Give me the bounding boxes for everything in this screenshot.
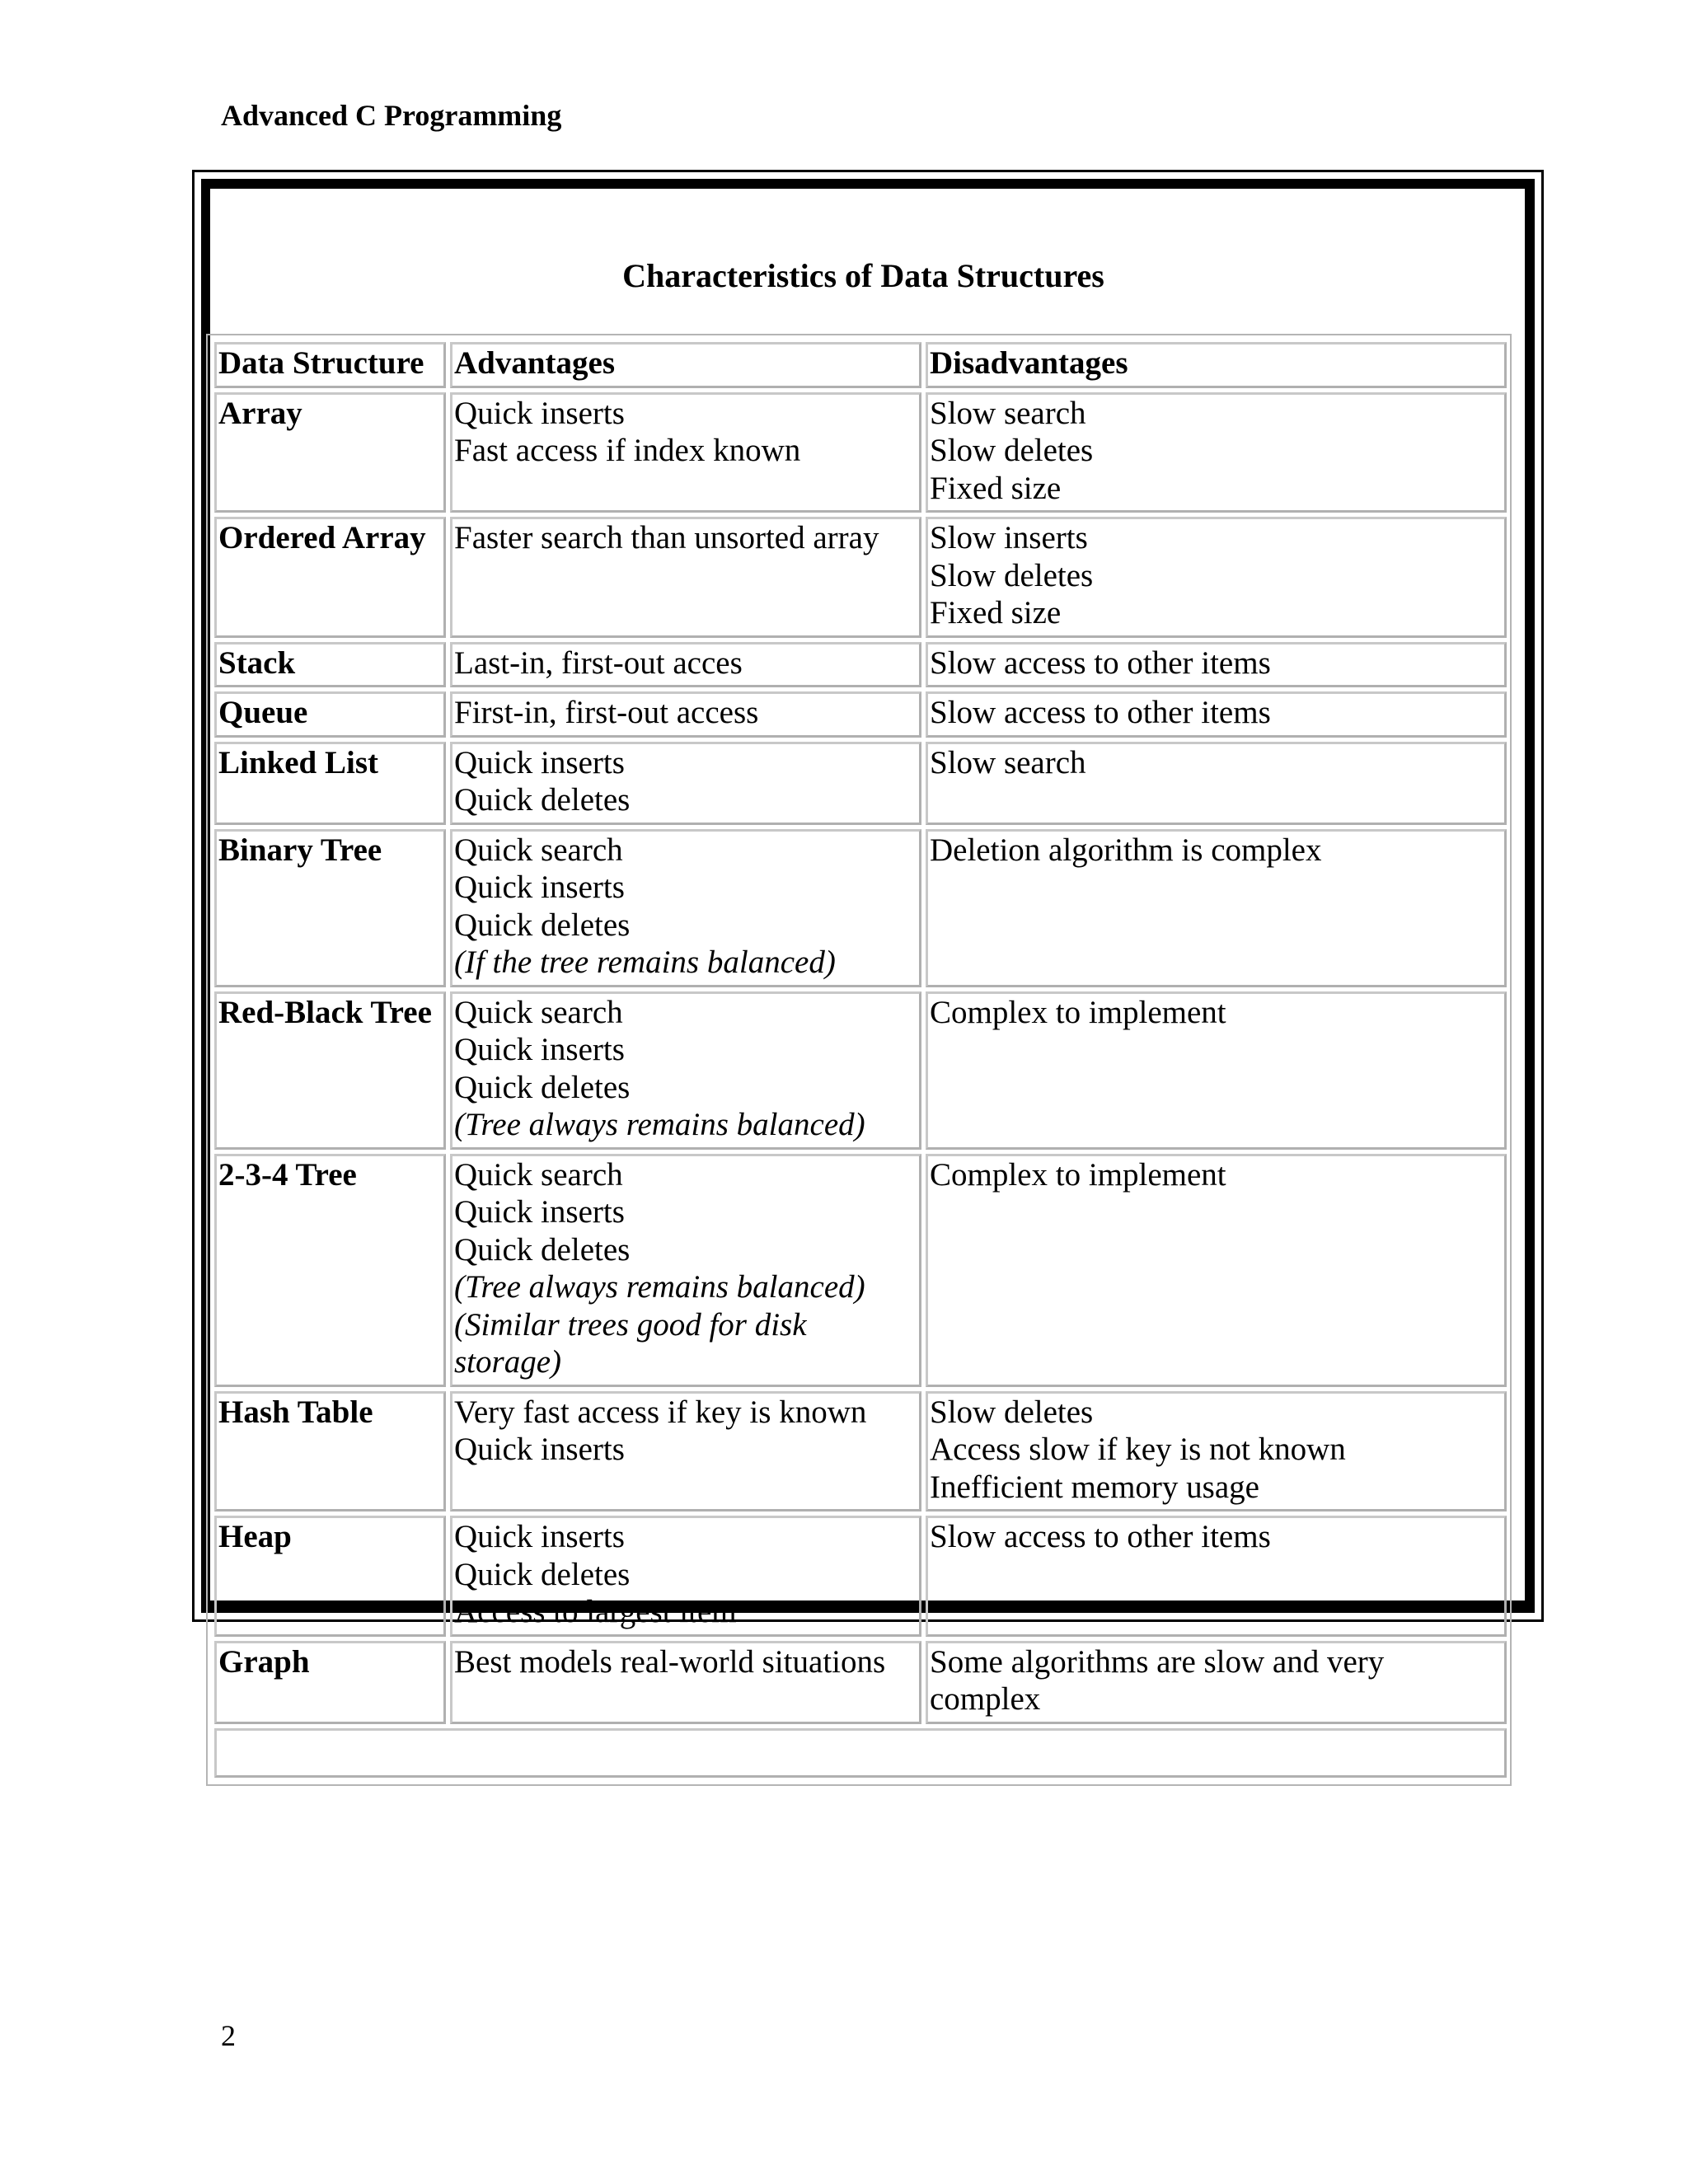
disadvantage-item: Slow deletes xyxy=(930,433,1094,468)
advantage-item: Faster search than unsorted array xyxy=(454,520,879,555)
advantage-item: Last-in, first-out acces xyxy=(454,644,743,681)
disadvantage-item: Access slow if key is not known xyxy=(930,1432,1346,1467)
disadvantages-cell xyxy=(926,742,1507,825)
table-row xyxy=(214,1641,1507,1724)
structure-name-cell: Queue xyxy=(214,691,446,738)
advantages-cell xyxy=(450,829,921,987)
structure-name-cell: Graph xyxy=(214,1641,446,1724)
structure-name-cell: Array xyxy=(214,392,446,513)
table-row xyxy=(214,1391,1507,1512)
advantage-item: Quick search xyxy=(454,1156,623,1193)
advantage-item: Quick inserts xyxy=(454,1032,625,1067)
table-row xyxy=(214,642,1507,688)
table-body xyxy=(214,342,1507,1778)
structure-name-cell: Binary Tree xyxy=(214,829,446,987)
disadvantage-item: Complex to implement xyxy=(930,1156,1226,1193)
table-row xyxy=(214,392,1507,513)
disadvantage-item: Slow access to other items xyxy=(930,695,1271,730)
disadvantage-item: Deletion algorithm is complex xyxy=(930,832,1322,868)
table-row xyxy=(214,1154,1507,1387)
disadvantage-item: Slow access to other items xyxy=(930,644,1271,681)
advantage-note: (Similar trees good for disk storage) xyxy=(454,1306,807,1380)
disadvantage-item: Fixed size xyxy=(930,595,1062,630)
table-row xyxy=(214,1516,1507,1637)
structure-name-cell: Hash Table xyxy=(214,1391,446,1512)
advantage-item: Quick inserts xyxy=(454,1194,625,1230)
advantages-cell xyxy=(450,991,921,1150)
advantage-item: Quick deletes xyxy=(454,782,631,818)
advantage-item: Best models real-world situations xyxy=(454,1643,886,1680)
data-structures-table-wrapper xyxy=(206,334,1512,1786)
column-header-disadvantages: Disadvantages xyxy=(926,342,1507,388)
disadvantages-cell xyxy=(926,991,1507,1150)
disadvantage-item: Slow access to other items xyxy=(930,1519,1271,1554)
disadvantage-item: Slow inserts xyxy=(930,520,1088,555)
empty-cell xyxy=(214,1728,1507,1778)
disadvantage-item: Slow search xyxy=(930,395,1086,431)
disadvantage-item: Fixed size xyxy=(930,470,1062,506)
advantages-cell xyxy=(450,691,921,738)
disadvantages-cell xyxy=(926,642,1507,688)
structure-name-cell: Stack xyxy=(214,642,446,688)
table-row xyxy=(214,517,1507,638)
disadvantages-cell xyxy=(926,1516,1507,1637)
advantages-cell xyxy=(450,1516,921,1637)
running-header: Advanced C Programming xyxy=(221,99,562,132)
disadvantage-item: Inefficient memory usage xyxy=(930,1469,1259,1505)
advantage-item: First-in, first-out access xyxy=(454,695,759,730)
advantage-item: Quick inserts xyxy=(454,395,625,431)
column-header-advantages: Advantages xyxy=(450,342,921,388)
table-row xyxy=(214,829,1507,987)
advantage-note: (Tree always remains balanced) xyxy=(454,1269,865,1305)
advantages-cell xyxy=(450,1391,921,1512)
advantage-item: Quick inserts xyxy=(454,1519,625,1554)
disadvantages-cell xyxy=(926,1154,1507,1387)
disadvantages-cell xyxy=(926,517,1507,638)
advantage-item: Quick deletes xyxy=(454,1556,631,1592)
structure-name-cell: 2-3-4 Tree xyxy=(214,1154,446,1387)
advantages-cell xyxy=(450,517,921,638)
advantages-cell xyxy=(450,1154,921,1387)
advantage-item: Access to largest item xyxy=(454,1594,737,1629)
advantage-item: Fast access if index known xyxy=(454,433,801,468)
advantage-item: Quick deletes xyxy=(454,1069,631,1105)
advantage-item: Very fast access if key is known xyxy=(454,1394,867,1430)
advantages-cell xyxy=(450,392,921,513)
advantage-item: Quick deletes xyxy=(454,907,631,943)
structure-name-cell: Linked List xyxy=(214,742,446,825)
disadvantage-item: Slow deletes xyxy=(930,557,1094,593)
advantage-note: (If the tree remains balanced) xyxy=(454,944,836,980)
table-header-row xyxy=(214,342,1507,388)
disadvantages-cell xyxy=(926,829,1507,987)
advantage-item: Quick search xyxy=(454,994,623,1030)
disadvantages-cell xyxy=(926,392,1507,513)
advantages-cell xyxy=(450,1641,921,1724)
disadvantage-item: Complex to implement xyxy=(930,994,1226,1030)
structure-name-cell: Red-Black Tree xyxy=(214,991,446,1150)
disadvantage-item: Slow search xyxy=(930,744,1086,780)
advantage-item: Quick search xyxy=(454,832,623,868)
advantages-cell xyxy=(450,642,921,688)
advantage-note: (Tree always remains balanced) xyxy=(454,1107,865,1142)
table-row xyxy=(214,691,1507,738)
advantage-item: Quick inserts xyxy=(454,744,625,780)
advantage-item: Quick inserts xyxy=(454,1432,625,1467)
advantages-cell xyxy=(450,742,921,825)
table-empty-row xyxy=(214,1728,1507,1778)
table-row xyxy=(214,742,1507,825)
disadvantage-item: Some algorithms are slow and very complex xyxy=(930,1643,1385,1717)
disadvantages-cell xyxy=(926,691,1507,738)
page-number: 2 xyxy=(221,2019,236,2052)
disadvantages-cell xyxy=(926,1641,1507,1724)
structure-name-cell: Heap xyxy=(214,1516,446,1637)
table-title: Characteristics of Data Structures xyxy=(622,257,1104,294)
structure-name-cell: Ordered Array xyxy=(214,517,446,638)
advantage-item: Quick deletes xyxy=(454,1231,631,1268)
disadvantage-item: Slow deletes xyxy=(930,1394,1094,1430)
advantage-item: Quick inserts xyxy=(454,869,625,905)
data-structures-table xyxy=(210,338,1511,1782)
disadvantages-cell xyxy=(926,1391,1507,1512)
table-row xyxy=(214,991,1507,1150)
column-header-data-structure: Data Structure xyxy=(214,342,446,388)
